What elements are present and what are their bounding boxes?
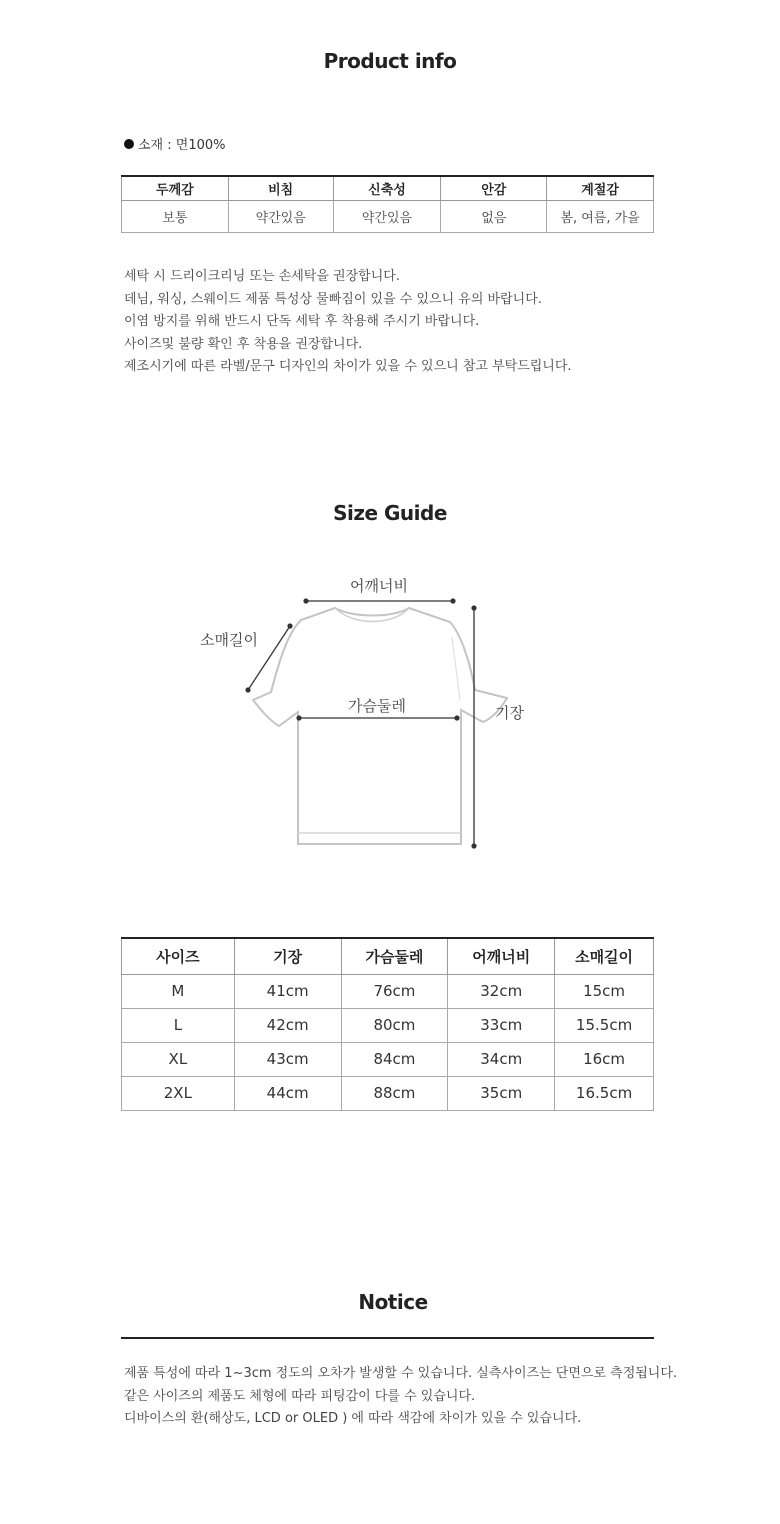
- shoulder-cell: 33cm: [448, 1008, 555, 1042]
- shoulder-cell: 32cm: [448, 974, 555, 1008]
- table-header-row: [122, 176, 654, 200]
- header-stretch: 신축성: [333, 176, 441, 200]
- care-note: 데님, 워싱, 스웨이드 제품 특성상 물빠짐이 있을 수 있으니 유의 바랍니다.: [124, 291, 542, 307]
- value-thickness: 보통: [122, 200, 229, 232]
- bullet-icon: [124, 139, 134, 149]
- table-row: [122, 1076, 654, 1110]
- material-line: [124, 134, 225, 153]
- header-size: 사이즈: [122, 938, 235, 974]
- product-info-table: [121, 175, 654, 233]
- chest-cell: 88cm: [341, 1076, 448, 1110]
- value-lining: 없음: [441, 200, 547, 232]
- care-note: 세탁 시 드리이크리닝 또는 손세탁을 권장합니다.: [124, 269, 400, 284]
- length-cell: 43cm: [234, 1042, 341, 1076]
- sleeve-cell: 16cm: [555, 1042, 654, 1076]
- chest-cell: 80cm: [341, 1008, 448, 1042]
- header-shoulder: 어깨너비: [448, 938, 555, 974]
- table-header-row: [122, 938, 654, 974]
- notice-lines: [124, 1363, 677, 1431]
- header-sheerness: 비침: [228, 176, 333, 200]
- sleeve-measure-end: [245, 687, 250, 692]
- header-lining: 안감: [441, 176, 547, 200]
- chest-cell: 84cm: [341, 1042, 448, 1076]
- size-cell: 2XL: [122, 1076, 235, 1110]
- value-season: 봄, 여름, 가을: [547, 200, 654, 232]
- length-cell: 44cm: [234, 1076, 341, 1110]
- length-cell: 41cm: [234, 974, 341, 1008]
- header-chest: 가슴둘레: [341, 938, 448, 974]
- size-cell: M: [122, 974, 235, 1008]
- notice-title: Notice: [358, 1290, 428, 1314]
- value-stretch: 약간있음: [333, 200, 441, 232]
- care-notes: [124, 266, 572, 379]
- chest-cell: 76cm: [341, 974, 448, 1008]
- notice-line: 제품 특성에 따라 1~3cm 정도의 오차가 발생할 수 있습니다. 실측사이즈는 단면으로 측정됩니다.: [124, 1366, 678, 1381]
- product-info-title: Product info: [323, 49, 457, 73]
- notice-divider: [121, 1337, 654, 1339]
- chest-measure-end: [454, 715, 459, 720]
- length-measure-end: [471, 605, 476, 610]
- length-cell: 42cm: [234, 1008, 341, 1042]
- material-text: 소재 : 면100%: [138, 138, 226, 153]
- table-row: [122, 1008, 654, 1042]
- sleeve-measure-end: [287, 623, 292, 628]
- header-thickness: 두께감: [122, 176, 229, 200]
- tshirt-size-diagram: [195, 570, 535, 860]
- shoulder-cell: 34cm: [448, 1042, 555, 1076]
- sleeve-cell: 16.5cm: [555, 1076, 654, 1110]
- length-label: 기장: [495, 704, 524, 722]
- shoulder-measure-end: [303, 598, 308, 603]
- notice-line: 디바이스의 환(해상도, LCD or OLED ) 에 따라 색감에 차이가 있을 수 있습니다.: [124, 1411, 582, 1426]
- header-season: 계절감: [547, 176, 654, 200]
- size-cell: L: [122, 1008, 235, 1042]
- value-sheerness: 약간있음: [228, 200, 333, 232]
- shoulder-measure-end: [450, 598, 455, 603]
- length-measure-end: [471, 843, 476, 848]
- sleeve-label: 소매길이: [200, 631, 258, 649]
- table-row: [122, 200, 654, 232]
- tshirt-outline: [253, 608, 507, 844]
- header-length: 기장: [234, 938, 341, 974]
- size-guide-title: Size Guide: [333, 501, 447, 525]
- shoulder-cell: 35cm: [448, 1076, 555, 1110]
- size-table: [121, 937, 654, 1111]
- chest-measure-end: [296, 715, 301, 720]
- care-note: 이염 방지를 위해 반드시 단독 세탁 후 착용해 주시기 바랍니다.: [124, 314, 480, 330]
- size-cell: XL: [122, 1042, 235, 1076]
- chest-label: 가슴둘레: [348, 697, 406, 715]
- sleeve-cell: 15cm: [555, 974, 654, 1008]
- care-note: 제조시기에 따른 라벨/문구 디자인의 차이가 있을 수 있으니 참고 부탁드립니다.: [124, 359, 572, 375]
- care-note: 사이즈및 불량 확인 후 착용을 권장합니다.: [124, 336, 363, 352]
- table-row: [122, 974, 654, 1008]
- shoulder-label: 어깨너비: [350, 577, 408, 595]
- header-sleeve: 소매길이: [555, 938, 654, 974]
- table-row: [122, 1042, 654, 1076]
- sleeve-cell: 15.5cm: [555, 1008, 654, 1042]
- notice-line: 같은 사이즈의 제품도 체형에 따라 피팅감이 다를 수 있습니다.: [124, 1388, 476, 1404]
